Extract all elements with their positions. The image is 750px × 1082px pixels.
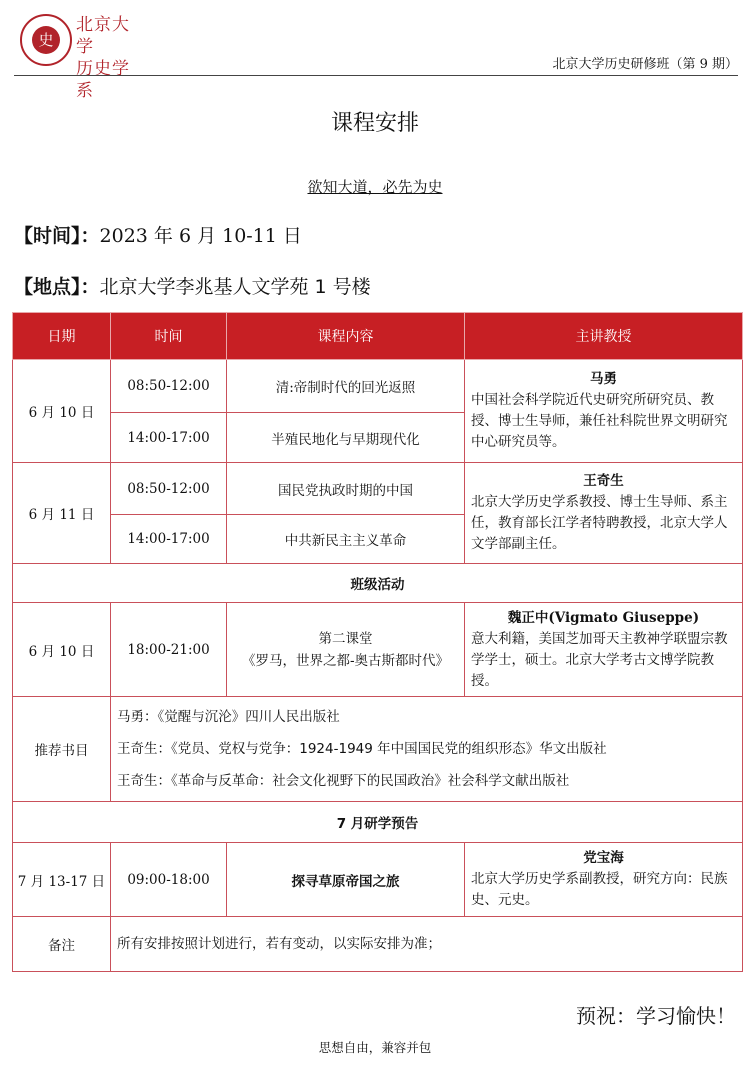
time-info	[14, 221, 302, 248]
instructor-name: 王奇生	[583, 473, 624, 489]
schedule-table	[12, 312, 743, 972]
books-list	[111, 697, 743, 802]
header-instructor: 主讲教授	[465, 313, 743, 360]
table-row	[13, 603, 743, 697]
instructor-bio: 中国社会科学院近代史研究所研究员、教授、博士生导师，兼任社科院世界文明研究中心研究员等。	[471, 392, 728, 450]
table-row	[13, 463, 743, 515]
day2-instructor	[465, 463, 743, 564]
session-time: 14:00-17:00	[111, 515, 227, 564]
session-course: 国民党执政时期的中国	[227, 463, 465, 515]
table-row	[13, 843, 743, 917]
location-label: 【地点】：	[14, 276, 100, 298]
instructor-name: 党宝海	[583, 850, 624, 866]
table-row	[13, 697, 743, 802]
table-row	[13, 360, 743, 413]
instructor-name: 魏正中(Vigmato Giuseppe)	[507, 609, 700, 626]
day1-instructor	[465, 360, 743, 463]
motto-text: 欲知大道，必先为史	[307, 178, 443, 196]
notes-text: 所有安排按照计划进行，若有变动，以实际安排为准；	[111, 917, 743, 972]
header-title: 北京大学历史研修班（第 9 期）	[552, 57, 738, 72]
activity-course-line1: 第二课堂	[318, 630, 373, 647]
activity-course-line2: 《罗马，世界之都-奥古斯都时代》	[241, 652, 450, 669]
preview-section-header: 7 月研学预告	[13, 802, 743, 843]
activity-section-header: 班级活动	[13, 564, 743, 603]
footer-slogan: 思想自由，兼容并包	[318, 1040, 432, 1055]
table-row	[13, 802, 743, 843]
page-title: 课程安排	[330, 111, 419, 136]
activity-course	[227, 603, 465, 697]
book-item: 王奇生：《党员、党权与党争：1924-1949 年中国国民党的组织形态》华文出版社	[117, 741, 607, 757]
session-time: 08:50-12:00	[111, 463, 227, 515]
book-item: 王奇生：《革命与反革命：社会文化视野下的民国政治》社会科学文献出版社	[117, 773, 570, 789]
session-course: 中共新民主主义革命	[227, 515, 465, 564]
session-time: 08:50-12:00	[111, 360, 227, 413]
instructor-name: 马勇	[590, 371, 617, 387]
notes-label: 备注	[13, 917, 111, 972]
header-date: 日期	[13, 313, 111, 360]
logo-wordmark	[76, 14, 146, 102]
activity-date: 6 月 10 日	[13, 603, 111, 697]
motto	[0, 176, 750, 197]
logo-line-department: 历史学系	[76, 59, 130, 101]
books-label: 推荐书目	[13, 697, 111, 802]
time-value: 2023 年 6 月 10-11 日	[99, 225, 302, 247]
day2-date: 6 月 11 日	[13, 463, 111, 564]
logo-line-university: 北京大学	[76, 15, 130, 57]
header-time: 时间	[111, 313, 227, 360]
location-info	[14, 272, 371, 299]
instructor-bio: 北京大学历史学系副教授，研究方向：民族史、元史。	[471, 871, 728, 908]
preview-date: 7 月 13-17 日	[13, 843, 111, 917]
session-time: 14:00-17:00	[111, 413, 227, 463]
seal-character: 史	[32, 26, 60, 54]
seal-emblem	[20, 14, 72, 66]
closing-wish: 预祝：学习愉快！	[576, 1004, 736, 1028]
activity-instructor	[465, 603, 743, 697]
time-label: 【时间】：	[14, 225, 100, 247]
preview-time: 09:00-18:00	[111, 843, 227, 917]
preview-instructor	[465, 843, 743, 917]
activity-time: 18:00-21:00	[111, 603, 227, 697]
header-divider	[14, 75, 738, 76]
location-value: 北京大学李兆基人文学苑 1 号楼	[99, 276, 371, 298]
day1-date: 6 月 10 日	[13, 360, 111, 463]
header-course: 课程内容	[227, 313, 465, 360]
table-row	[13, 917, 743, 972]
session-course: 半殖民地化与早期现代化	[227, 413, 465, 463]
department-logo	[16, 12, 146, 101]
instructor-bio: 北京大学历史学系教授、博士生导师、系主任，教育部长江学者特聘教授，北京大学人文学部副主任。	[471, 494, 728, 552]
preview-course: 探寻草原帝国之旅	[227, 843, 465, 917]
session-course: 清:帝制时代的回光返照	[227, 360, 465, 413]
table-header-row	[13, 313, 743, 360]
instructor-bio: 意大利籍，美国芝加哥天主教神学联盟宗教学学士，硕士。北京大学考古文博学院教授。	[471, 630, 728, 689]
table-row	[13, 564, 743, 603]
book-item: 马勇：《觉醒与沉沦》四川人民出版社	[117, 709, 340, 725]
